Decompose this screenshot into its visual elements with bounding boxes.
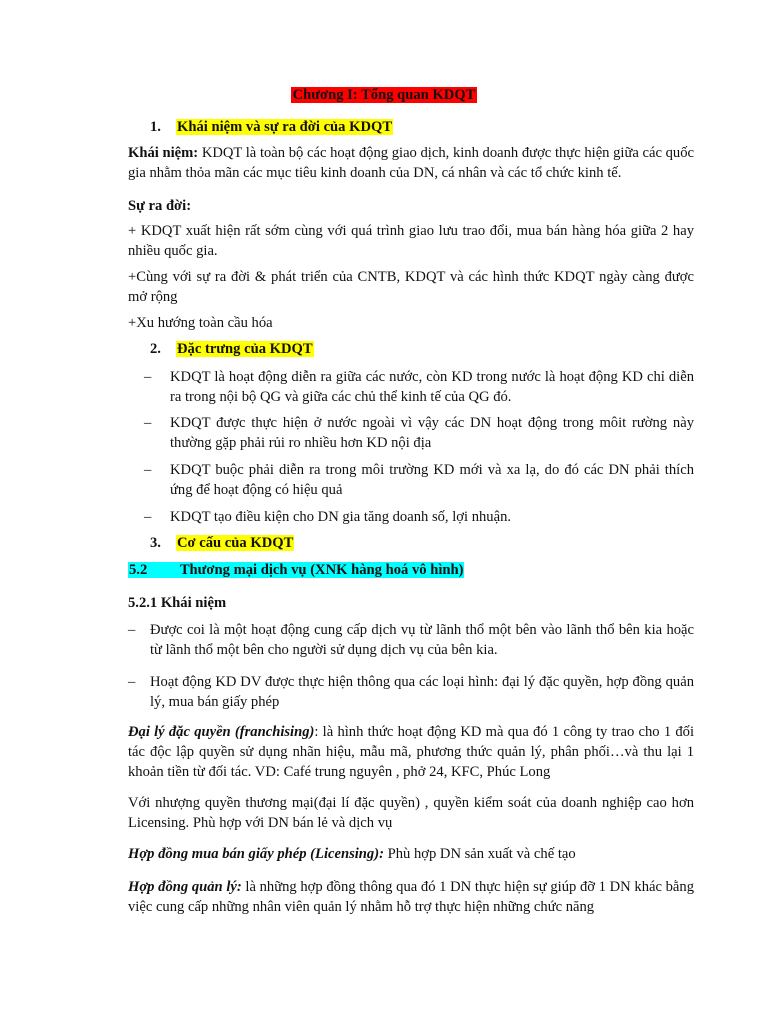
- section-5-2-title: 5.2 Thương mại dịch vụ (XNK hàng hoá vô hình): [129, 562, 464, 578]
- khai-niem-text: KDQT là toàn bộ các hoạt động giao dịch, kinh doanh được thực hiện giữa các quốc gia nhằm thỏa mãn các mục tiêu kinh doanh của DN, cá nhân và các tổ chức kinh tế.: [128, 145, 694, 181]
- quan-ly-text: là những hợp đồng thông qua đó 1 DN thực hiện sự giúp đỡ 1 DN khác bằng việc cung cấp những nhân viên quản lý nhằm hỗ trợ thực hiện những chức năng: [128, 879, 694, 915]
- section-3-number: 3.: [150, 535, 161, 551]
- section-5-2-heading: [128, 561, 464, 580]
- chapter-title: [0, 86, 768, 104]
- dash-bullet: –: [144, 462, 152, 478]
- section-1-heading: [150, 118, 393, 137]
- su-ra-doi-p2: +Cùng với sự ra đời & phát triển của CNTB, KDQT và các hình thức KDQT ngày càng được mở rộng: [128, 269, 694, 305]
- list-item-text: KDQT tạo điều kiện cho DN gia tăng doanh số, lợi nhuận.: [170, 509, 512, 525]
- section-1-title: Khái niệm và sự ra đời của KDQT: [177, 119, 393, 135]
- list-item-text: Được coi là một hoạt động cung cấp dịch vụ từ lãnh thổ một bên vào lãnh thổ bên kia hoặc từ lãnh thổ một bên cho người sử dụng dịch vụ của bên kia.: [150, 622, 694, 658]
- dash-bullet: –: [144, 415, 152, 431]
- list-item-text: KDQT là hoạt động diễn ra giữa các nước, còn KD trong nước là hoạt động KD chỉ diễn ra trong nội bộ QG và giữa các chủ thể kinh tế của QG đó.: [170, 369, 694, 405]
- quan-ly-paragraph: [128, 877, 694, 917]
- franchising-text: : là hình thức hoạt động KD mà qua đó 1 công ty trao cho 1 đối tác độc lập quyền sử dụng nhãn hiệu, mẫu mã, phương thức quản lý, phân phối…và thu lại 1 khoản tiền từ đối tác. VD: Café trung nguyên , phở 24, KFC, Phúc Long: [128, 724, 694, 780]
- list-item-text: Hoạt động KD DV được thực hiện thông qua các loại hình: đại lý đặc quyền, hợp đồng quản lý, mua bán giấy phép: [150, 674, 694, 710]
- su-ra-doi-label: Sự ra đời:: [128, 198, 192, 214]
- section-3-title: Cơ cấu của KDQT: [177, 535, 294, 551]
- section-2-title: Đặc trưng của KDQT: [177, 341, 313, 357]
- franchising-paragraph: [128, 722, 694, 782]
- khai-niem-label: Khái niệm:: [128, 145, 199, 161]
- su-ra-doi-p1: + KDQT xuất hiện rất sớm cùng với quá trình giao lưu trao đổi, mua bán hàng hóa giữa 2 hay nhiều quốc gia.: [128, 223, 694, 259]
- dash-bullet: –: [128, 674, 136, 690]
- licensing-paragraph: [128, 844, 694, 864]
- licensing-text: Phù hợp DN sản xuất và chế tạo: [383, 846, 576, 862]
- dash-bullet: –: [128, 622, 136, 638]
- list-item: [128, 620, 694, 660]
- list-item-text: KDQT buộc phải diễn ra trong môi trường KD mới và xa lạ, do đó các DN phải thích ứng để hoạt động có hiệu quả: [170, 462, 694, 498]
- list-item-text: KDQT được thực hiện ở nước ngoài vì vậy các DN hoạt động trong môit rường này thường gặp phải rủi ro nhiều hơn KD nội địa: [170, 415, 694, 451]
- list-item: [128, 367, 694, 407]
- section-2-number: 2.: [150, 341, 161, 357]
- dash-bullet: –: [144, 369, 152, 385]
- section-3-heading: [150, 534, 294, 553]
- su-ra-doi-p3: +Xu hướng toàn cầu hóa: [128, 315, 273, 331]
- list-item: [128, 672, 694, 712]
- section-2-heading: [150, 340, 314, 359]
- licensing-label: Hợp đồng mua bán giấy phép (Licensing):: [128, 846, 384, 862]
- list-item: [128, 507, 694, 527]
- section-5-2-1-heading: 5.2.1 Khái niệm: [128, 595, 227, 611]
- list-item: [128, 460, 694, 500]
- quan-ly-label: Hợp đồng quản lý:: [128, 879, 242, 895]
- dash-bullet: –: [144, 509, 152, 525]
- nhuong-quyen-paragraph: Với nhượng quyền thương mại(đại lí đặc quyền) , quyền kiểm soát của doanh nghiệp cao hơn Licensing. Phù hợp với DN bán lẻ và dịch vụ: [128, 795, 694, 831]
- chapter-title-text: Chương I: Tổng quan KDQT: [292, 87, 476, 103]
- franchising-label: Đại lý đặc quyền (franchising): [128, 724, 315, 740]
- section-1-number: 1.: [150, 119, 161, 135]
- khai-niem-paragraph: [128, 143, 694, 183]
- list-item: [128, 413, 694, 453]
